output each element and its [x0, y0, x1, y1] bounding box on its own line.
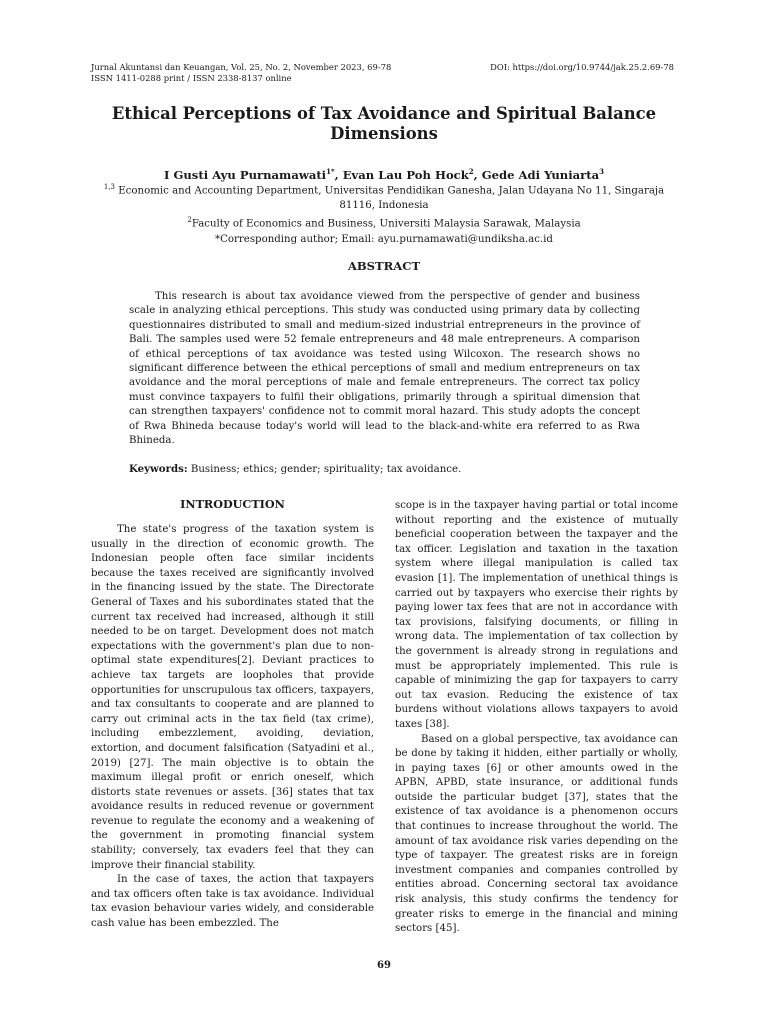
abstract-heading: ABSTRACT [347, 259, 421, 273]
introduction-heading: INTRODUCTION [180, 497, 285, 511]
paper-title: Ethical Perceptions of Tax Avoidance and Spiritual Balance Dimensions [111, 104, 657, 143]
affiliation-1 [90, 180, 678, 213]
affiliation-1-sup: 1,3 [103, 183, 115, 191]
intro-paragraph-4: Based on a global perspective, tax avoidance can be done by taking it hidden, either partially or wholly, in paying taxes [6] or other amounts owed in the APBN, APBD, state insurance, or additional funds outside the particular budget [37], states that the existence of tax avoidance is a phenomenon occurs that continues to increase throughout the world. The amount of tax avoidance risk varies depending on the type of taxpayer. The greatest risks are in foreign investment companies and companies controlled by entities abroad. Concerning sectoral tax avoidance risk analysis, this study confirms the tendency for greater risks to emerge in the financial and mining sectors [45]. [395, 733, 678, 935]
affiliation-2-text: Faculty of Economics and Business, Universiti Malaysia Sarawak, Malaysia [191, 218, 581, 230]
affiliation-2 [90, 213, 678, 231]
author-3-sup: 3 [599, 167, 604, 176]
author-2-name: Evan Lau Poh Hock [342, 167, 469, 182]
author-2-sup: 2 [468, 167, 474, 176]
page-number: 69 [377, 960, 391, 971]
keywords-label: Keywords: [129, 463, 188, 475]
keywords-text: Business; ethics; gender; spirituality; tax avoidance. [187, 464, 462, 475]
left-column [91, 497, 374, 932]
author-list: I Gusti Ayu Purnamawati$^{1*}$, Evan Lau Poh Hock$^2$, Gede Adi Yuniarta$^3$ [164, 167, 604, 182]
journal-citation: Jurnal Akuntansi dan Keuangan, Vol. 25, No. 2, November 2023, 69-78 [91, 62, 392, 72]
affiliation-2-sup: 2 [187, 216, 192, 225]
intro-paragraph-2: In the case of taxes, the action that taxpayers and tax officers often take is tax avoidance. Individual tax evasion behaviour varies widely, and considerable cash value has been embezzled. The [91, 874, 374, 930]
affiliations [90, 180, 678, 247]
right-column [395, 499, 678, 937]
author-1-name: I Gusti Ayu Purnamawati [164, 167, 327, 182]
intro-paragraph-1: The state's progress of the taxation system is usually in the direction of economic growth. The Indonesian people often face similar incidents because the taxes received are significantly involved in the financing issued by the state. The Directorate General of Taxes and his subordinates stated that the current tax received had increased, although it still needed to be on target. Development does not match expectations with the government's plan due to non-optimal state expenditures[2]. Deviant practices to achieve tax targets are loopholes that provide opportunities for unscrupulous tax officers, taxpayers, and tax consultants to cooperate and are planned to carry out criminal acts in the tax field (tax crime), including embezzlement, avoiding, deviation, extortion, and document falsification (Satyadini et al., 2019) [27]. The main objective is to obtain the maximum illegal profit or enrich oneself, which distorts state revenues or assets. [36] states that tax avoidance results in reduced revenue or government revenue to regulate the economy and a weakening of the government in promoting financial system stability; conversely, tax evaders feel that they can improve their financial stability. [91, 524, 374, 871]
issn-line: ISSN 1411-0288 print / ISSN 2338-8137 online [91, 73, 292, 83]
journal-header [91, 62, 391, 84]
doi-link[interactable]: DOI: https://doi.org/10.9744/jak.25.2.69-78 [490, 62, 674, 72]
author-3-name: Gede Adi Yuniarta [481, 167, 600, 182]
author-1-sup: 1* [326, 167, 335, 176]
intro-paragraph-3: scope is in the taxpayer having partial or total income without reporting and the existence of mutually beneficial cooperation between the taxpayer and the tax officer. Legislation and taxation in the taxation system where illegal manipulation is called tax evasion [1]. The implementation of unethical things is carried out by taxpayers who exercise their rights by paying lower tax fees that are not in accordance with tax provisions, falsifying documents, or filling in wrong data. The implementation of tax collection by the government is already strong in regulations and must be appropriately implemented. This rule is capable of minimizing the gap for taxpayers to carry out tax evasion. Reducing the existence of tax burdens without violations allows taxpayers to avoid taxes [38]. [395, 500, 678, 730]
abstract-text: This research is about tax avoidance viewed from the perspective of gender and business scale in analyzing ethical perceptions. This study was conducted using primary data by collecting questionnaires distributed to small and medium-sized industrial entrepreneurs in the province of Bali. The samples used were 52 female entrepreneurs and 48 male entrepreneurs. A comparison of ethical perceptions of tax avoidance was tested using Wilcoxon. The research shows no significant difference between the ethical perceptions of small and medium entrepreneurs on tax avoidance and the moral perceptions of male and female entrepreneurs. The correct tax policy must convince taxpayers to fulfil their obligations, primarily through a spiritual dimension that can strengthen taxpayers' confidence not to commit moral hazard. This study adopts the concept of Rwa Bhineda because today's world will lead to the black-and-white era referred to as Rwa Bhineda. [129, 291, 640, 447]
keywords [129, 462, 640, 477]
corresponding-author: *Corresponding author; Email: ayu.purnamawati@undiksha.ac.id [215, 233, 553, 245]
affiliation-1-text: Economic and Accounting Department, Universitas Pendidikan Ganesha, Jalan Udayana No 11, Singaraja 81116, Indonesia [118, 185, 665, 212]
